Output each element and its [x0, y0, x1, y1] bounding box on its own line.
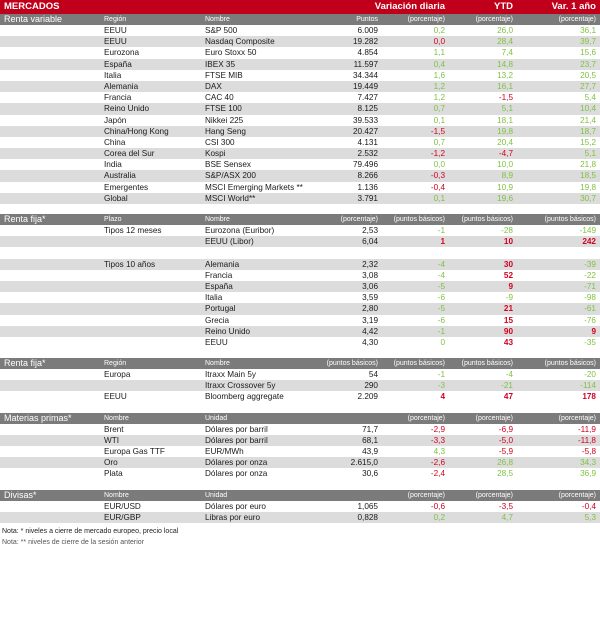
row-label: EEUU: [104, 37, 127, 47]
row-daily-change: -3: [437, 381, 445, 391]
row-label: Global: [104, 193, 128, 203]
row-ytd-change: 7,4: [501, 48, 513, 58]
row-name: Francia: [205, 270, 233, 280]
row-1y-change: 19,8: [580, 182, 596, 192]
row-name: DAX: [205, 81, 222, 91]
row-name: EEUU (Libor): [205, 237, 254, 247]
table-row: [0, 270, 600, 281]
row-label: Italia: [104, 70, 122, 80]
table-row: [0, 103, 600, 114]
row-level: 7.427: [357, 93, 378, 103]
row-daily-change: -4: [437, 259, 445, 269]
row-name: Reino Unido: [205, 326, 251, 336]
row-name: Kospi: [205, 149, 226, 159]
row-name: Portugal: [205, 304, 236, 314]
row-1y-change: -35: [584, 337, 596, 347]
row-label: Reino Unido: [104, 104, 150, 114]
row-label: España: [104, 59, 132, 69]
row-1y-change: 18,7: [580, 126, 596, 136]
row-level: 20.427: [352, 126, 378, 136]
row-1y-change: -22: [584, 270, 596, 280]
row-ytd-change: 9: [508, 281, 513, 291]
row-1y-change: 21,4: [580, 115, 596, 125]
row-1y-change: 178: [582, 392, 596, 402]
table-row: [0, 391, 600, 402]
row-1y-change: -39: [584, 259, 596, 269]
row-ytd-change: -6,9: [498, 424, 513, 434]
header-col-e: (porcentaje): [475, 16, 513, 23]
row-level: 4.131: [357, 137, 378, 147]
table-row: [0, 512, 600, 523]
row-name: Dólares por euro: [205, 501, 266, 511]
header-col-e: (porcentaje): [475, 414, 513, 422]
row-ytd-change: -1,5: [498, 93, 513, 103]
row-label: Oro: [104, 458, 118, 468]
row-1y-change: 10,4: [580, 104, 596, 114]
row-daily-change: 0: [440, 337, 445, 347]
table-row: [0, 380, 600, 391]
row-ytd-change: -5,9: [498, 447, 513, 456]
note-2: Nota: ** niveles de cierre de la sesión anterior: [2, 538, 145, 546]
header-col-b: Nombre: [205, 16, 230, 23]
row-ytd-change: 10: [503, 237, 513, 247]
row-1y-change: 36,9: [580, 469, 596, 479]
table-row: [0, 259, 600, 270]
row-1y-change: 20,5: [580, 70, 596, 80]
table-row: [0, 225, 600, 236]
row-1y-change: 39,7: [580, 37, 596, 47]
table-row: [0, 159, 600, 170]
row-ytd-change: -5,0: [498, 435, 513, 445]
header-col-f: (porcentaje): [558, 414, 596, 422]
row-daily-change: -2,6: [430, 458, 445, 468]
row-ytd-change: 16,1: [497, 81, 513, 91]
row-level: 4,30: [362, 337, 378, 347]
row-level: 2.615,0: [350, 458, 378, 468]
row-name: Itraxx Crossover 5y: [205, 381, 276, 391]
section-title: Materias primas*: [4, 412, 72, 423]
row-name: FTSE 100: [205, 104, 242, 114]
row-level: 4,42: [362, 326, 378, 336]
row-name: EEUU: [205, 337, 228, 347]
note-1: Nota: * niveles a cierre de mercado europeo, precio local: [2, 527, 179, 535]
row-label: EUR/GBP: [104, 512, 141, 522]
header-col-a: Región: [104, 16, 127, 23]
table-row: [0, 148, 600, 159]
row-daily-change: 0,1: [433, 115, 445, 125]
row-level: 0,828: [357, 512, 378, 522]
header-col-d: (porcentaje): [407, 491, 445, 499]
col-header-daily: Variación diaria: [374, 1, 445, 12]
page-title: MERCADOS: [4, 1, 60, 12]
header-col-a: Región: [104, 360, 127, 368]
table-row: [0, 81, 600, 92]
header-col-e: (puntos básicos): [461, 216, 513, 223]
row-daily-change: 0,0: [433, 160, 445, 170]
row-ytd-change: 14,8: [497, 59, 513, 69]
header-col-b: Nombre: [205, 360, 230, 368]
row-name: Itraxx Main 5y: [205, 370, 256, 380]
row-level: 290: [364, 381, 378, 391]
table-row: [0, 25, 600, 36]
header-col-c: Puntos: [356, 16, 378, 23]
row-1y-change: 23,7: [580, 59, 596, 69]
row-level: 2,80: [362, 304, 378, 314]
section-header: [0, 490, 600, 501]
row-label: China: [104, 137, 126, 147]
header-col-d: (porcentaje): [407, 16, 445, 23]
header-col-f: (porcentaje): [558, 491, 596, 499]
row-label: Alemania: [104, 81, 139, 91]
row-level: 11.597: [353, 59, 378, 69]
row-level: 30,6: [362, 469, 378, 479]
row-ytd-change: -21: [501, 381, 513, 391]
row-level: 8.266: [357, 171, 378, 181]
row-name: España: [205, 281, 233, 291]
row-ytd-change: 10,9: [497, 182, 513, 192]
row-daily-change: 1,1: [433, 48, 445, 58]
row-label: Tipos 12 meses: [104, 226, 162, 235]
row-ytd-change: 10,0: [497, 160, 513, 170]
row-daily-change: 1,2: [433, 81, 445, 91]
row-ytd-change: 18,1: [497, 115, 513, 125]
row-name: MSCI World**: [205, 193, 256, 203]
row-daily-change: -6: [437, 315, 445, 325]
row-label: Japón: [104, 115, 127, 125]
title-bar: [0, 0, 600, 14]
row-name: Hang Seng: [205, 126, 246, 136]
table-row: [0, 315, 600, 326]
row-label: WTI: [104, 435, 120, 445]
row-level: 2,32: [362, 259, 378, 269]
row-label: EEUU: [104, 392, 127, 402]
row-daily-change: -2,9: [430, 424, 445, 434]
row-label: Europa Gas TTF: [104, 447, 165, 456]
row-name: Libras por euro: [205, 512, 261, 522]
row-ytd-change: 47: [503, 392, 513, 402]
row-name: Dólares por onza: [205, 458, 268, 468]
row-level: 2.532: [357, 149, 378, 159]
row-level: 54: [368, 370, 378, 380]
row-daily-change: 1: [440, 237, 445, 247]
row-1y-change: -11,8: [577, 435, 596, 445]
row-label: China/Hong Kong: [104, 126, 169, 136]
row-1y-change: -0,4: [581, 501, 596, 511]
row-level: 34.344: [352, 70, 378, 80]
table-row: [0, 182, 600, 193]
row-daily-change: -2,4: [430, 469, 445, 479]
row-level: 8.125: [357, 104, 378, 114]
section-title: Renta variable: [4, 14, 63, 24]
row-name: Dólares por onza: [205, 469, 268, 479]
row-1y-change: 9: [591, 326, 596, 336]
row-daily-change: -1,2: [430, 149, 445, 159]
row-1y-change: -114: [580, 381, 596, 391]
header-col-e: (puntos básicos): [461, 360, 513, 368]
row-daily-change: -4: [437, 270, 445, 280]
row-daily-change: 0,7: [433, 104, 445, 114]
row-level: 19.449: [352, 81, 378, 91]
table-row: [0, 369, 600, 380]
row-name: Euro Stoxx 50: [205, 48, 257, 58]
row-level: 1,065: [357, 501, 378, 511]
section-gap: [0, 403, 600, 413]
table-row: [0, 59, 600, 70]
row-ytd-change: -9: [505, 293, 513, 303]
row-ytd-change: 13,2: [497, 70, 513, 80]
row-1y-change: 15,6: [580, 48, 596, 58]
row-1y-change: -20: [584, 370, 596, 380]
row-1y-change: 30,7: [580, 193, 596, 203]
row-name: Dólares por barril: [205, 435, 268, 445]
row-name: FTSE MIB: [205, 70, 243, 80]
row-name: Nikkei 225: [205, 115, 244, 125]
section-title: Renta fija*: [4, 214, 46, 224]
section-header: [0, 214, 600, 225]
row-1y-change: -61: [584, 304, 596, 314]
row-ytd-change: 43: [503, 337, 513, 347]
row-label: Eurozona: [104, 48, 140, 58]
table-row: [0, 303, 600, 314]
row-daily-change: 4: [440, 392, 445, 402]
row-label: Corea del Sur: [104, 149, 155, 159]
row-1y-change: 242: [582, 237, 596, 247]
row-daily-change: 0,4: [433, 59, 445, 69]
notes: [0, 526, 600, 548]
row-label: EEUU: [104, 26, 127, 35]
row-name: IBEX 35: [205, 59, 236, 69]
section-title: Renta fija*: [4, 358, 46, 369]
row-level: 79.496: [352, 160, 378, 170]
row-ytd-change: 15: [503, 315, 513, 325]
row-ytd-change: 28,4: [497, 37, 513, 47]
header-col-e: (porcentaje): [475, 491, 513, 499]
row-1y-change: 34,3: [580, 458, 596, 468]
row-label: Europa: [104, 370, 131, 380]
header-col-c: (porcentaje): [340, 216, 378, 223]
row-level: 6,04: [362, 237, 378, 247]
table-row: [0, 137, 600, 148]
section-title: Divisas*: [4, 489, 37, 500]
table-row: [0, 281, 600, 292]
row-name: Bloomberg aggregate: [205, 392, 284, 402]
row-level: 3,59: [362, 293, 378, 303]
header-col-f: (puntos básicos): [544, 360, 596, 368]
row-daily-change: -1: [437, 226, 445, 235]
row-label: Plata: [104, 469, 123, 479]
row-level: 4.854: [357, 48, 378, 58]
row-ytd-change: -4: [505, 370, 513, 380]
header-col-b: Nombre: [205, 216, 230, 223]
row-daily-change: -6: [437, 293, 445, 303]
row-label: Francia: [104, 93, 132, 103]
header-col-a: Nombre: [104, 414, 129, 422]
row-level: 71,7: [362, 424, 378, 434]
row-daily-change: -0,3: [430, 171, 445, 181]
row-level: 3,06: [362, 281, 378, 291]
row-1y-change: -76: [584, 315, 596, 325]
table-row: [0, 92, 600, 103]
header-col-b: Unidad: [205, 491, 228, 499]
row-name: BSE Sensex: [205, 160, 251, 170]
row-ytd-change: 28,5: [497, 469, 513, 479]
table-row: [0, 193, 600, 204]
row-level: 2.209: [357, 392, 378, 402]
section-gap: [0, 348, 600, 358]
table-row: [0, 115, 600, 126]
row-daily-change: 0,7: [433, 137, 445, 147]
table-row: [0, 47, 600, 58]
row-ytd-change: 90: [503, 326, 513, 336]
header-col-d: (puntos básicos): [393, 360, 445, 368]
table-row: [0, 36, 600, 47]
row-label: EUR/USD: [104, 501, 141, 511]
row-level: 19.282: [352, 37, 378, 47]
row-name: Dólares por barril: [205, 424, 268, 434]
row-daily-change: 1,2: [433, 93, 445, 103]
row-level: 1.136: [357, 182, 378, 192]
row-ytd-change: -3,5: [498, 501, 513, 511]
row-1y-change: 5,3: [584, 512, 596, 522]
table-row: [0, 468, 600, 479]
row-1y-change: -11,9: [577, 424, 596, 434]
row-daily-change: -0,4: [430, 182, 445, 192]
table-row: [0, 70, 600, 81]
row-label: Brent: [104, 424, 124, 434]
header-col-a: Plazo: [104, 216, 122, 223]
section-header: [0, 14, 600, 25]
section-header: [0, 413, 600, 424]
row-daily-change: 0,1: [433, 193, 445, 203]
row-ytd-change: -4,7: [498, 149, 513, 159]
row-name: S&P 500: [205, 26, 238, 35]
row-name: CSI 300: [205, 137, 235, 147]
row-1y-change: -149: [579, 226, 596, 235]
row-ytd-change: 19,8: [497, 126, 513, 136]
table-row: [0, 247, 600, 258]
row-daily-change: 0,0: [433, 37, 445, 47]
row-1y-change: 15,2: [580, 137, 596, 147]
table-row: [0, 446, 600, 457]
row-daily-change: -5: [437, 304, 445, 314]
row-1y-change: 5,4: [584, 93, 596, 103]
header-col-d: (puntos básicos): [393, 216, 445, 223]
row-level: 39.533: [352, 115, 378, 125]
row-1y-change: -71: [584, 281, 596, 291]
row-1y-change: 27,7: [580, 81, 596, 91]
row-daily-change: -0,6: [430, 501, 445, 511]
row-level: 6.009: [357, 26, 378, 35]
section-gap: [0, 204, 600, 214]
row-level: 3,08: [362, 270, 378, 280]
table-row: [0, 435, 600, 446]
row-name: CAC 40: [205, 93, 234, 103]
row-daily-change: 0,2: [433, 512, 445, 522]
row-1y-change: 5,1: [584, 149, 596, 159]
section-header: [0, 358, 600, 369]
header-col-f: (puntos básicos): [544, 216, 596, 223]
row-level: 68,1: [362, 435, 378, 445]
row-name: MSCI Emerging Markets **: [205, 182, 303, 192]
table-row: [0, 292, 600, 303]
row-1y-change: -5,8: [581, 447, 596, 456]
row-1y-change: 21,8: [580, 160, 596, 170]
row-name: Grecia: [205, 315, 230, 325]
header-col-a: Nombre: [104, 491, 129, 499]
row-level: 43,9: [362, 447, 378, 456]
row-ytd-change: 20,4: [497, 137, 513, 147]
table-row: [0, 457, 600, 468]
row-name: S&P/ASX 200: [205, 171, 256, 181]
row-ytd-change: 26,8: [497, 458, 513, 468]
row-name: Italia: [205, 293, 223, 303]
row-level: 3.791: [357, 193, 378, 203]
table-row: [0, 236, 600, 247]
row-name: Nasdaq Composite: [205, 37, 275, 47]
row-daily-change: 0,2: [433, 26, 445, 35]
row-daily-change: -1,5: [430, 126, 445, 136]
row-daily-change: 1,6: [433, 70, 445, 80]
row-1y-change: 36,1: [580, 26, 596, 35]
row-label: Emergentes: [104, 182, 149, 192]
row-daily-change: -1: [437, 326, 445, 336]
row-level: 2,53: [362, 226, 378, 235]
row-ytd-change: 5,1: [501, 104, 513, 114]
header-col-f: (porcentaje): [558, 16, 596, 23]
col-header-ytd: YTD: [494, 1, 513, 12]
row-daily-change: -5: [437, 281, 445, 291]
row-ytd-change: 26,0: [497, 26, 513, 35]
row-ytd-change: 21: [503, 304, 513, 314]
section-gap: [0, 480, 600, 490]
row-name: Alemania: [205, 259, 240, 269]
table-row: [0, 424, 600, 435]
row-level: 3,19: [362, 315, 378, 325]
row-1y-change: 18,5: [580, 171, 596, 181]
row-ytd-change: -28: [501, 226, 513, 235]
header-col-c: (puntos básicos): [326, 360, 378, 368]
row-label: Tipos 10 años: [104, 259, 156, 269]
row-ytd-change: 4,7: [501, 512, 513, 522]
col-header-1y: Var. 1 año: [551, 1, 596, 12]
table-row: [0, 501, 600, 512]
row-label: India: [104, 160, 122, 170]
row-ytd-change: 19,6: [497, 193, 513, 203]
table-row: [0, 126, 600, 137]
header-col-b: Unidad: [205, 414, 228, 422]
row-1y-change: -98: [584, 293, 596, 303]
row-name: Eurozona (Euribor): [205, 226, 275, 235]
row-ytd-change: 30: [503, 259, 513, 269]
table-row: [0, 170, 600, 181]
row-name: EUR/MWh: [205, 447, 244, 456]
table-row: [0, 337, 600, 348]
row-ytd-change: 8,9: [501, 171, 513, 181]
row-label: Australia: [104, 171, 136, 181]
row-daily-change: 4,3: [433, 447, 445, 456]
row-daily-change: -1: [437, 370, 445, 380]
table-row: [0, 326, 600, 337]
row-daily-change: -3,3: [430, 435, 445, 445]
header-col-d: (porcentaje): [407, 414, 445, 422]
sections-container: [0, 14, 600, 523]
row-ytd-change: 52: [503, 270, 513, 280]
